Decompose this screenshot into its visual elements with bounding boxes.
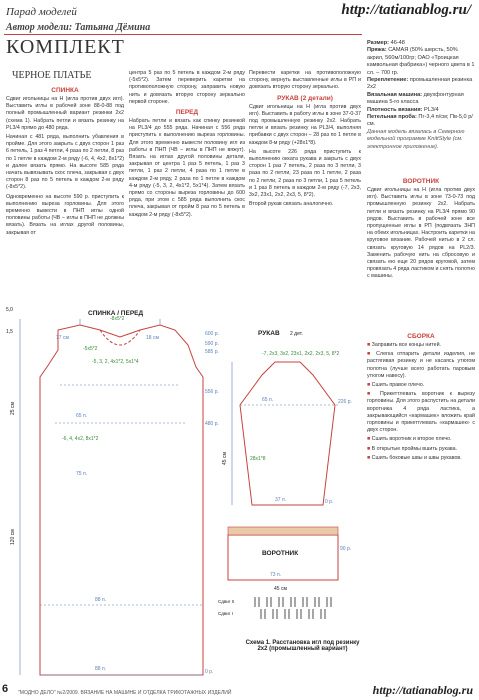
bullet-icon: ■ [367, 436, 372, 443]
main-title: КОМПЛЕКТ [6, 36, 125, 58]
mark-height: 120 см [10, 529, 16, 545]
size-value: 46-48 [390, 40, 405, 46]
bullet-icon: ■ [367, 351, 377, 358]
rukav-heading: РУКАВ (2 детали) [277, 94, 333, 102]
sborka-item: ■ Сшить правое плечо. [367, 382, 425, 389]
mark-top-17: 17 см [56, 335, 69, 341]
program-note: Данная модель вязалась в Северною модельной программе KnittStyle (см. электронное приложение). [367, 128, 465, 150]
mark-sleeve-cm45: 45 см [222, 452, 228, 465]
dress-title: ЧЕРНОЕ ПЛАТЬЕ [12, 70, 92, 81]
bullet-icon: ■ [367, 445, 372, 452]
dim-top: 5,0 [6, 307, 13, 313]
mark-neck-back: -5х5*2 [83, 346, 98, 352]
scheme-sdvig-ii: Сдвиг II [218, 599, 235, 604]
mark-r0: 0 р. [205, 669, 214, 675]
loop-density-value: Пг-3,4 п/см; Пв-5,0 р/см. [367, 114, 473, 128]
dim-side: 1,5 [6, 329, 13, 335]
machine-label: Вязальная машина: [367, 91, 423, 98]
vorotnik-section [367, 175, 475, 283]
col3-paragraph: Перевести каретки на противоположную сторону, вернуть выставленные иглы в РП и довязать вторую сторону зеркально. [249, 70, 361, 91]
weave-value: промышленная резинка 2х2 [367, 77, 473, 91]
mark-vorotnik-cm45: 45 см [274, 586, 287, 592]
page-number: 6 [2, 683, 9, 695]
mark-p65: 65 п. [76, 413, 88, 419]
header-divider [4, 34, 362, 35]
bullet-icon: ■ [367, 391, 380, 398]
mark-r480: 480 р. [205, 421, 219, 427]
needle-scheme [255, 597, 331, 619]
sborka-item: ■ Сшить воротник и второе плечо. [367, 436, 452, 443]
rukav-label: РУКАВ [258, 330, 280, 337]
mark-sleeve-cap: -7, 2х3, 3х2, 23х1, 2х2, 2х3, 5, 8*2 [262, 351, 340, 357]
scheme-sdvig-i: Сдвиг I [218, 611, 233, 616]
mark-vorotnik-p73: 73 п. [270, 572, 282, 578]
mark-sleeve-r0: 0 р. [325, 499, 334, 505]
magazine-footer: "МОДНО ДЕЛО" №2/2009. ВЯЗАНИЕ НА МАШИНЕ И ОТДЕЛКА ТРИКОТАЖНЫХ ИЗДЕЛИЙ [18, 690, 232, 696]
mark-p88-bottom: 88 п. [95, 666, 107, 672]
sborka-item: ■ Слегка отпарить детали изделия, не растягивая резинку и не касаясь утюгом полотна (лучше всего работать паровым утюгом навесу). [367, 351, 475, 379]
density-value: PL3/4 [424, 106, 439, 113]
watermark-url: http://tatianablog.ru/ [341, 2, 471, 18]
density-label: Плотность вязания: [367, 106, 423, 113]
mark-sleeve-r226: 226 р. [338, 399, 352, 405]
materials-panel [367, 40, 475, 151]
mark-sleeve-p37: 37 п. [275, 497, 287, 503]
spinka-paragraph-3: Одновременно на высоте 590 р. приступить к выполнению выреза горловины. Для этого временно вывести в ПНП иглы одной половины работы (ЧВ – иглы в ПНП не должны вязать). Вязать на иглах другой половины, закрывая от [6, 193, 124, 236]
sborka-heading: СБОРКА [407, 333, 435, 340]
mark-p88: 88 п. [95, 597, 107, 603]
mark-r590: 590 р. [205, 341, 219, 347]
mark-shoulder: -8х5*2 [110, 316, 125, 322]
spinka-heading: СПИНКА [51, 87, 79, 94]
mark-vorotnik-r90: 90 р. [340, 546, 352, 552]
bullet-icon: ■ [367, 342, 372, 348]
spinka-paragraph-2: Начиная с 481 ряда, выполнить убавления в пройме. Для этого закрыть с двух сторон 1 раз 6 петель, 1 раз 4 петли, 4 раза по 2 петли, 8 раз по 1 петле в каждом 2-м ряду (-6, 4, 4х2, 8х1*2) и далее вязать прямо. На высоте 585 ряда начать вывязывать скос плеча, закрывая с двух сторон 8 раз по 5 петель в каждом 2-м ряду (-8х5*2). [6, 134, 124, 191]
pered-paragraph: Набрать петли и вязать как спинку резинкой на PL3/4 до 555 ряда. Начиная с 556 ряда приступить к выполнению выреза горловины. Для этого временно вывести половину игл из работы в ПНП (ЧВ – иглы в ПНП не вяжут). Вязать на иглах другой половины детали, закрывая от центра 1 раз 5 петель, 1 раз 3 петли, 1 раз 2 петли, 4 раза по 1 петле в каждом 2-м ряду, 2 раза по 1 петле в каждом 4-м ряду (-5, 3, 2, 4х1*2, 5х1*4). Затем вязать прямо со стороны выреза горловины до 600 ряда, при этом с 585 ряда выполнить скос плеча, закрывая от пройм 8 раз по 5 петель в каждом 2-м ряду (-8х5*2). [129, 118, 245, 218]
mark-p75: 75 п. [76, 471, 88, 477]
vorotnik-heading: ВОРОТНИК [402, 178, 440, 185]
sborka-item: ■ Сшить боковые швы и швы рукавов. [367, 454, 462, 461]
rukav-paragraph-3: Второй рукав связать аналогично. [249, 201, 334, 208]
column-3 [249, 70, 361, 210]
mark-r600: 600 р. [205, 331, 219, 337]
bullet-icon: ■ [367, 454, 372, 461]
rukav-count: 2 дет. [290, 331, 303, 337]
mark-armhole: -6, 4, 4х2, 8х1*2 [62, 436, 99, 442]
spinka-outline [40, 325, 203, 675]
author-line: Автор модели: Татьяна Дёмина [6, 22, 151, 33]
mark-cm25: 25 см [10, 402, 16, 415]
col2-paragraph: центра 5 раз по 5 петель в каждом 2-м ряду (-5х5*2). Затем переверить каретки на противоположную сторону, заправить новую нить и довязать вторую сторону зеркально первой стороне. [129, 70, 245, 105]
sborka-section [367, 330, 475, 464]
machine-value: двухфонтурная машина 5-го класса [367, 91, 464, 106]
rukav-outline [240, 362, 335, 505]
mark-neck-front: -5, 3, 2, 4х1*2, 5х1*4 [92, 359, 139, 365]
spinka-pered-label: СПИНКА / ПЕРЕД [88, 310, 144, 317]
rukav-paragraph-1: Сдвиг игольницы на Н (игла против двух игл). Выставить в работу иглы в зоне 37-0-37 под промышленную резинку 2х2. Набрать петли и вязать резинку на PL3/4, выполняя прибавки с двух сторон – 28 раз по 1 петле в каждом 8-м ряду (+28х1*8). [249, 103, 361, 146]
footer-url: http://tatianablog.ru [372, 683, 473, 697]
sborka-item: ■ Прикеттлевать воротник к вырезу горловины. Для этого распустить на детали воротника 4 ряда ластика, а закрывающийся «кармашек» вложить край горловины и прикеттлевать «кармашек» с двух сторон. [367, 391, 476, 434]
vorotnik-outline [228, 535, 338, 580]
mark-sleeve-p65: 65 п. [262, 397, 274, 403]
mark-r556: 556 р. [205, 389, 219, 395]
loop-density-label: Петельная проба: [367, 114, 417, 121]
yarn-value: САМАЯ (50% шерсть, 50% акрил, 560м/100гр; ОАО «Троицкая камвольная фабрика») черного цвета в 1 сл. – 700 гр. [367, 47, 475, 76]
weave-label: Переплетение: [367, 77, 409, 84]
mark-r585: 585 р. [205, 349, 219, 355]
spinka-paragraph-1: Сдвиг игольницы на Н (игла против двух игл). Выставить иглы в рабочей зоне 88-0-88 под полный промышленный вариант резинки 2х2 (схема 1). Набрать петли и вязать резинку на PL3/4 прямо до 480 ряда. [6, 96, 124, 131]
column-1 [6, 84, 124, 239]
sborka-item: ■ Заправить все концы нитей. [367, 342, 442, 348]
yarn-label: Пряжа: [367, 47, 387, 54]
vorotnik-edge [228, 527, 338, 535]
size-label: Размер: [367, 40, 390, 46]
vorotnik-paragraph: Сдвиг игольницы на Н (игла против двух игл). Выставить иглы в зоне 73-0-73 под промышленную резинку 2х2. Набрать петли и вязать резинку на PL3/4 прямо 90 рядов. Выставить в рабочей зоне все пропущенные иглы в РП (подвязать ЗНП на обеих игольницах. Настроить каретки на круговое вязание. Рабочей нитью в 2 сл. связать круговую 14 рядов на PL2/3. Заменить рабочую нить на сбросовую и связать ею еще 20 рядов круговой, затем провязать 4 ряда ластиком и снять полотно с машины. [367, 187, 475, 280]
vorotnik-label: ВОРОТНИК [262, 550, 299, 557]
mark-top-18: 18 см [146, 335, 159, 341]
rukav-paragraph-2: На высоте 226 ряда приступить к выполнению окката рукава и закрыть с двух сторон 1 раз 7 петель, 2 раза по 3 петли, 3 раза по 2 петли, 23 раза по 1 петле, 2 раза по 2 петли, 2 раза по 3 петли, 1 раз 5 петель и 1 раз 8 петель в каждом 2-м ряду (-7, 2х3, 3х2, 23х1, 2х2, 2х3, 5, 8*2). [249, 148, 361, 199]
bullet-icon: ■ [367, 382, 372, 389]
mark-sleeve-inc: 28х1*8 [250, 456, 266, 462]
pattern-diagrams [0, 305, 365, 683]
sborka-item: ■ В открытые проймы вшить рукава. [367, 445, 458, 452]
sborka-list [367, 342, 475, 462]
pered-heading: ПЕРЕД [175, 109, 199, 117]
scheme-caption: Схема 1. Расстановка игл под резинку 2х2 (промышленный вариант) [245, 640, 360, 652]
column-2 [129, 70, 245, 221]
section-title: Парад моделей [6, 6, 77, 18]
